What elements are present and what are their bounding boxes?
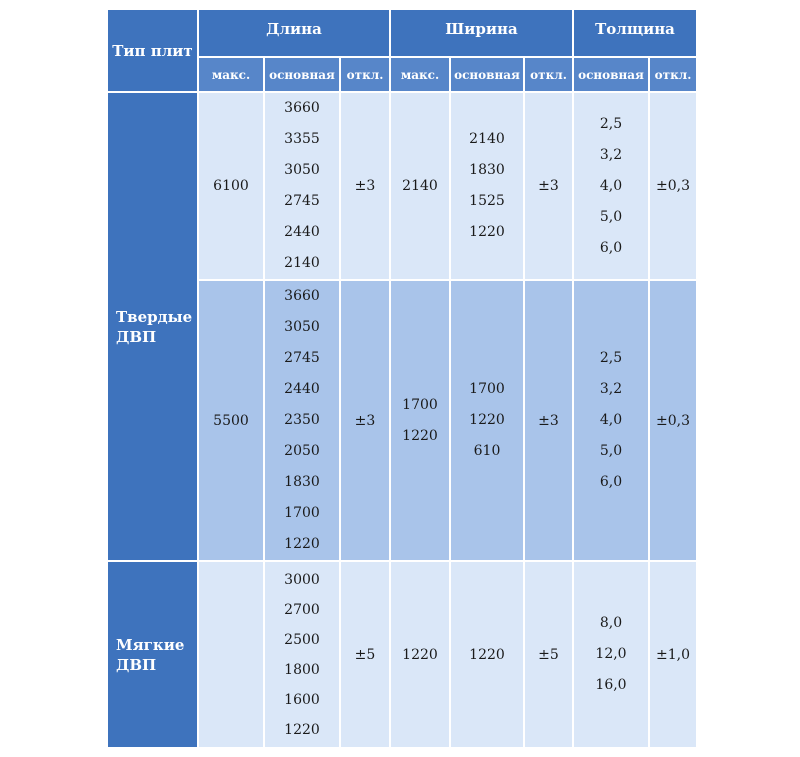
length-main: 3660 3050 2745 2440 2350 2050 1830 1700 1220 [264, 280, 340, 561]
subheader-width-main: основная [450, 57, 524, 92]
thickness-main: 2,5 3,2 4,0 5,0 6,0 [573, 280, 649, 561]
header-width: Ширина [390, 9, 573, 57]
table-row [107, 92, 697, 280]
subheader-width-max: макс. [390, 57, 450, 92]
length-dev: ±3 [340, 92, 390, 280]
table-row [107, 561, 697, 748]
subheader-length-max: макс. [198, 57, 264, 92]
thickness-dev: ±0,3 [649, 280, 697, 561]
width-main: 2140 1830 1525 1220 [450, 92, 524, 280]
subheader-width-dev: откл. [524, 57, 573, 92]
width-main: 1700 1220 610 [450, 280, 524, 561]
width-max: 1220 [390, 561, 450, 748]
subheader-thickness-main: основная [573, 57, 649, 92]
dvp-dimensions-table [106, 8, 698, 749]
subheader-length-main: основная [264, 57, 340, 92]
width-max: 2140 [390, 92, 450, 280]
length-dev: ±3 [340, 280, 390, 561]
thickness-dev: ±0,3 [649, 92, 697, 280]
header-length: Длина [198, 9, 390, 57]
type-hard: Твердые ДВП [107, 92, 198, 561]
length-max [198, 561, 264, 748]
length-max: 5500 [198, 280, 264, 561]
width-dev: ±5 [524, 561, 573, 748]
header-type: Тип плит [107, 9, 198, 92]
width-max: 1700 1220 [390, 280, 450, 561]
length-dev: ±5 [340, 561, 390, 748]
length-main: 3660 3355 3050 2745 2440 2140 [264, 92, 340, 280]
header-thickness: Толщина [573, 9, 697, 57]
thickness-main: 8,0 12,0 16,0 [573, 561, 649, 748]
subheader-length-dev: откл. [340, 57, 390, 92]
width-dev: ±3 [524, 92, 573, 280]
thickness-dev: ±1,0 [649, 561, 697, 748]
thickness-main: 2,5 3,2 4,0 5,0 6,0 [573, 92, 649, 280]
subheader-thickness-dev: откл. [649, 57, 697, 92]
length-max: 6100 [198, 92, 264, 280]
width-dev: ±3 [524, 280, 573, 561]
width-main: 1220 [450, 561, 524, 748]
type-soft: Мягкие ДВП [107, 561, 198, 748]
length-main: 3000 2700 2500 1800 1600 1220 [264, 561, 340, 748]
